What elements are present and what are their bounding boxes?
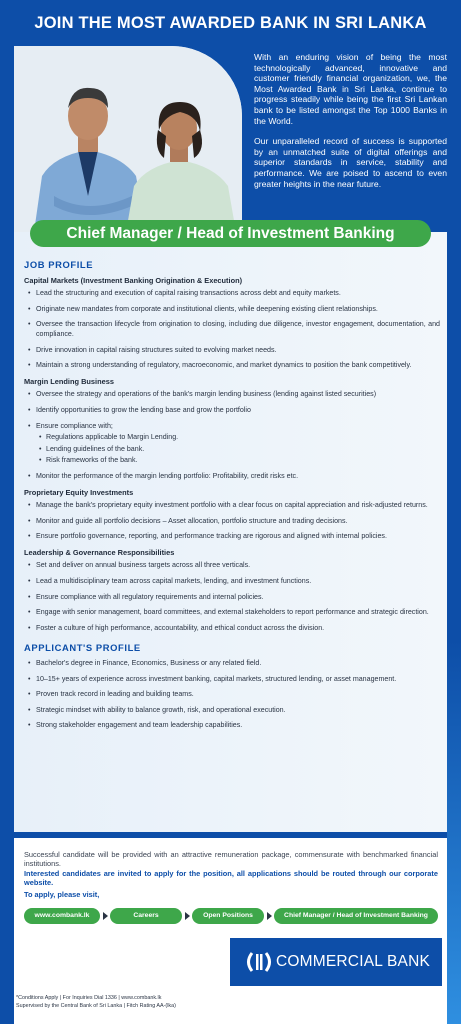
list-item: • Strategic mindset with ability to balance growth, risk, and operational execution. [24,706,440,716]
intro-paragraph-1: With an enduring vision of being the most technologically advanced, innovative and customer friendly financial organization, we, the Most Awarded Bank in Sri Lanka, continue to progress steadily while being the first Sri Lankan bank to be listed amongst the Top 1000 Banks in the World. [254,52,447,126]
list-item [24,422,440,466]
list-item: • Foster a culture of high performance, accountability, and ethical conduct across the division. [24,624,440,634]
leadership-list [24,561,440,633]
applicant-profile-heading: APPLICANT'S PROFILE [24,642,141,654]
sublist-item: • Risk frameworks of the bank. [36,456,440,466]
header-title: JOIN THE MOST AWARDED BANK IN SRI LANKA [34,14,427,32]
list-item: • Identify opportunities to grow the lending base and grow the portfolio [24,406,440,416]
applicant-profile-list [24,659,440,731]
bank-logo-text: COMMERCIAL BANK [276,953,431,970]
list-item: • Drive innovation in capital raising structures suited to evolving market needs. [24,346,440,356]
equity-list [24,501,440,542]
remuneration-text: Successful candidate will be provided with an attractive remuneration package, commensurate with benchmarked financial institutions. [24,850,438,869]
list-item: • 10–15+ years of experience across investment banking, capital markets, structured lending, or asset management. [24,675,440,685]
list-item: • Monitor the performance of the margin lending portfolio: Profitability, credit risks etc. [24,472,440,482]
list-item: • Oversee the strategy and operations of the bank's margin lending business (lending against listed securities) [24,390,440,400]
job-profile-heading: JOB PROFILE [24,259,94,270]
staff-illustration [14,46,242,232]
bank-logo-icon [244,951,274,973]
side-stripe [447,640,461,1024]
list-item: • Oversee the transaction lifecycle from origination to closing, including due diligence, investor engagement, documentation, and compliance. [24,320,440,339]
step-careers[interactable]: Careers [110,908,182,924]
list-item: • Ensure compliance with all regulatory requirements and internal policies. [24,593,440,603]
list-item: • Maintain a strong understanding of regulatory, macroeconomic, and market dynamics to position the bank competitively. [24,361,440,371]
list-item: • Bachelor's degree in Finance, Economics, Business or any related field. [24,659,440,669]
position-title: Chief Manager / Head of Investment Banking [30,220,431,247]
sublist-item: • Lending guidelines of the bank. [36,445,440,455]
staff-photo [14,46,242,232]
remuneration-block [24,850,438,899]
step-open-positions[interactable]: Open Positions [192,908,264,924]
hero-section [14,46,447,232]
list-item: • Proven track record in leading and building teams. [24,690,440,700]
list-item: • Engage with senior management, board committees, and external stakeholders to report performance and strategic direction. [24,608,440,618]
application-instruction: Interested candidates are invited to apply for the position, all applications should be routed through our corporate website. [24,868,438,888]
sublist-item: • Regulations applicable to Margin Lending. [36,433,440,443]
capital-markets-list [24,289,440,371]
footer [16,994,256,1010]
compliance-label: Ensure compliance with; [36,421,113,430]
list-item: • Manage the bank's proprietary equity investment portfolio with a clear focus on capital appreciation and risk-adjusted returns. [24,501,440,511]
compliance-sublist [36,433,440,466]
list-item: • Strong stakeholder engagement and team leadership capabilities. [24,721,440,731]
intro-paragraph-2: Our unparalleled record of success is supported by an unmatched suite of digital offerings and superior standards in service, stability and performance. We are poised to ascend to even greater heights in the near future. [254,136,447,189]
job-details [24,258,440,737]
application-steps [24,908,438,924]
list-item: • Ensure portfolio governance, reporting, and performance tracking are rigorous and aligned with internal policies. [24,532,440,542]
equity-heading: Proprietary Equity Investments [24,487,134,497]
footer-line-1: *Conditions Apply | For Inquiries Dial 1336 | www.combank.lk [16,995,162,1001]
step-job-position[interactable]: Chief Manager / Head of Investment Banking [274,908,438,924]
arrow-icon [103,912,108,920]
leadership-heading: Leadership & Governance Responsibilities [24,547,175,557]
footer-line-2: Supervised by the Central Bank of Sri Lanka | Fitch Rating AA-(lka) [16,1003,176,1009]
intro-text [254,52,447,199]
arrow-icon [185,912,190,920]
list-item: • Originate new mandates from corporate and institutional clients, while deepening existing client relationships. [24,305,440,315]
list-item: • Lead the structuring and execution of capital raising transactions across debt and equity markets. [24,289,440,299]
apply-label: To apply, please visit, [24,889,100,899]
arrow-icon [267,912,272,920]
margin-lending-heading: Margin Lending Business [24,376,114,386]
list-item: • Set and deliver on annual business targets across all three verticals. [24,561,440,571]
step-website-link[interactable]: www.combank.lk [24,908,100,924]
capital-markets-heading: Capital Markets (Investment Banking Origination & Execution) [24,275,243,285]
margin-lending-list [24,390,440,481]
list-item: • Lead a multidisciplinary team across capital markets, lending, and investment functions. [24,577,440,587]
list-item: • Monitor and guide all portfolio decisions – Asset allocation, portfolio structure and trading decisions. [24,517,440,527]
